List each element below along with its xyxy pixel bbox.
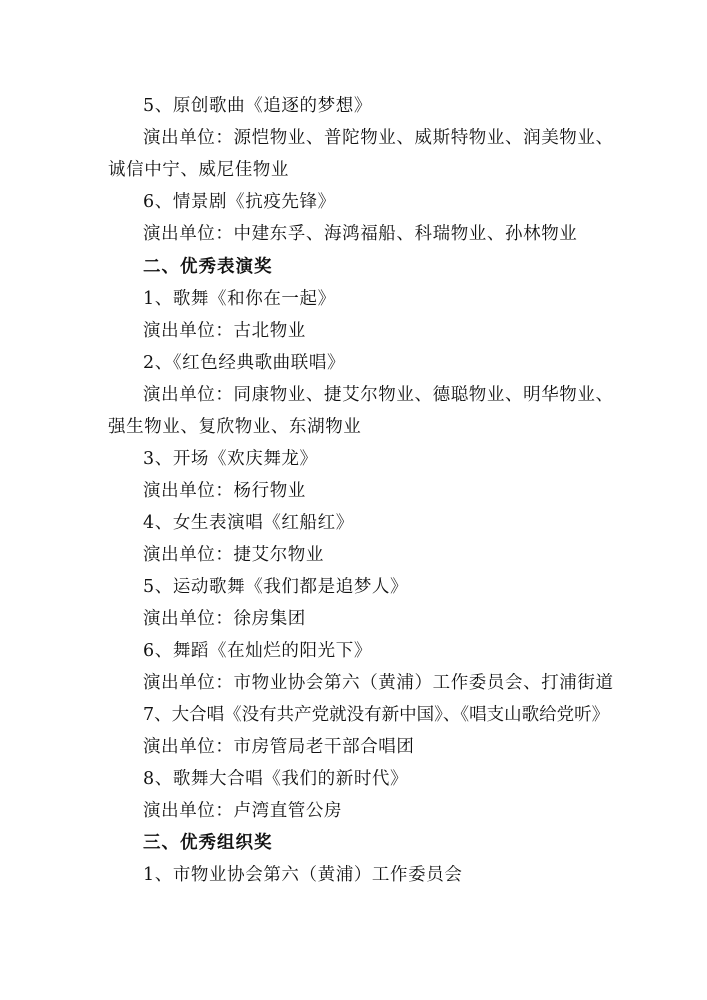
performer-line-cont: 诚信中宁、威尼佳物业 bbox=[108, 160, 289, 180]
performer-line: 演出单位：市物业协会第六（黄浦）工作委员会、打浦街道 bbox=[143, 673, 614, 693]
list-item: 1、市物业协会第六（黄浦）工作委员会 bbox=[143, 865, 463, 885]
performer-line: 演出单位：市房管局老干部合唱团 bbox=[143, 737, 415, 757]
item-original-song: 5、原创歌曲《追逐的梦想》 bbox=[143, 96, 372, 116]
list-item: 8、歌舞大合唱《我们的新时代》 bbox=[143, 769, 409, 789]
list-item: 7、大合唱《没有共产党就没有新中国》、《唱支山歌给党听》 bbox=[143, 705, 610, 725]
performer-line: 演出单位：中建东孚、海鸿福船、科瑞物业、孙林物业 bbox=[143, 224, 578, 244]
performer-line: 演出单位：古北物业 bbox=[143, 321, 306, 341]
list-item: 6、舞蹈《在灿烂的阳光下》 bbox=[143, 641, 372, 661]
section-heading-organization-award: 三、优秀组织奖 bbox=[143, 833, 273, 853]
performer-line: 演出单位：杨行物业 bbox=[143, 481, 306, 501]
list-item: 2、《红色经典歌曲联唱》 bbox=[143, 353, 346, 373]
list-item: 5、运动歌舞《我们都是追梦人》 bbox=[143, 577, 409, 597]
list-item: 4、女生表演唱《红船红》 bbox=[143, 513, 354, 533]
performer-line: 演出单位：同康物业、捷艾尔物业、德聪物业、明华物业、 bbox=[143, 385, 614, 405]
item-drama: 6、情景剧《抗疫先锋》 bbox=[143, 192, 336, 212]
performer-line: 演出单位：卢湾直管公房 bbox=[143, 801, 343, 821]
section-heading-performance-award: 二、优秀表演奖 bbox=[143, 257, 273, 277]
list-item: 3、开场《欢庆舞龙》 bbox=[143, 449, 318, 469]
performer-line-cont: 强生物业、复欣物业、东湖物业 bbox=[108, 417, 362, 437]
performer-line: 演出单位：捷艾尔物业 bbox=[143, 545, 324, 565]
list-item: 1、歌舞《和你在一起》 bbox=[143, 289, 336, 309]
performer-line: 演出单位：徐房集团 bbox=[143, 609, 306, 629]
performer-line: 演出单位：源恺物业、普陀物业、威斯特物业、润美物业、 bbox=[143, 128, 614, 148]
